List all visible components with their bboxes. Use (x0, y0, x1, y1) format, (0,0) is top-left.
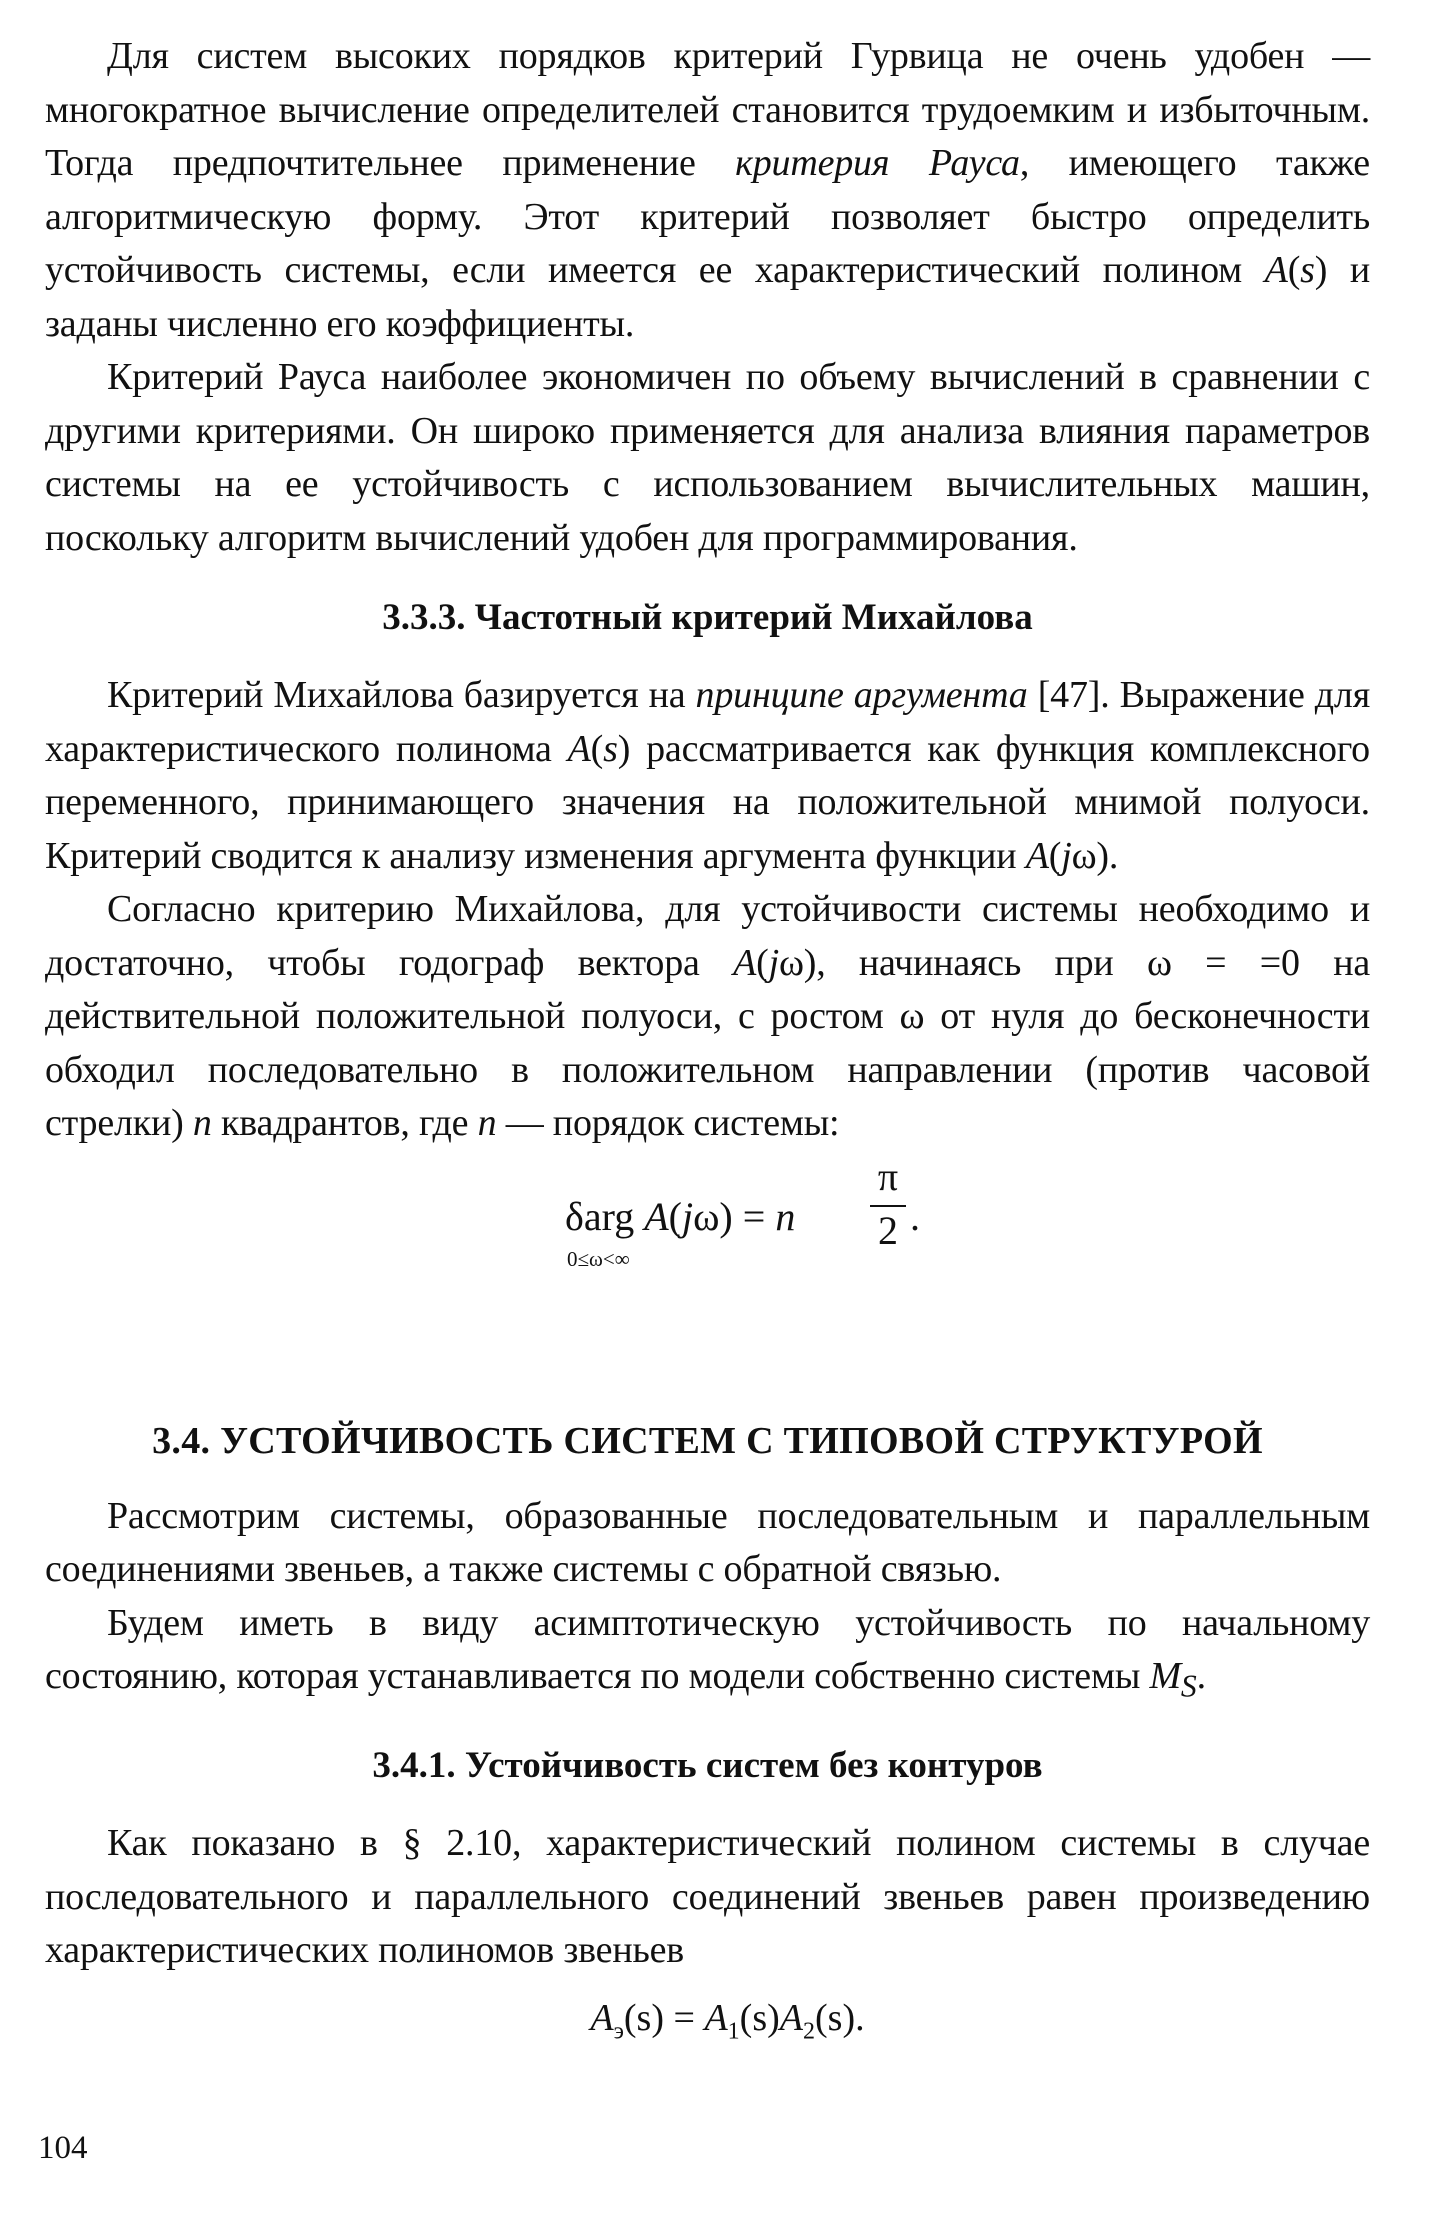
text-run: Согласно критерию Михайлова, для устойчивости системы необходимо и достаточно, чтобы годограф вектора (45, 888, 1370, 984)
formula-equals: = (742, 1193, 766, 1239)
formula-r2-sub: 2 (803, 2018, 815, 2045)
text-run: Критерий Рауса наиболее экономичен по объему вычислений в сравнении с другими критериями. Он широко применяется для анализа влияния параметров системы на ее устойчивость с использованием вычислительных машин, поскольку алгоритм вычислений удобен для программирования. (45, 356, 1370, 559)
formula-period: . (910, 1193, 920, 1239)
formula-period: . (855, 1996, 865, 2039)
text-run: S (1180, 1668, 1197, 1704)
formula-r2-var: A (779, 1996, 803, 2039)
text-run: Будем иметь в виду асимптотическую устойчивость по начальному состоянию, которая устанавливается по модели собственно системы (45, 1601, 1370, 1697)
text-run: Рассмотрим системы, образованные последовательным и параллельным соединениями звеньев, а также системы с обратной связью. (45, 1494, 1370, 1590)
text-run: n (477, 1102, 497, 1144)
text-run: A (567, 727, 591, 770)
text-run: квадрантов, где (211, 1102, 478, 1144)
text-run: [47]. Выражение для характеристического полинома (45, 674, 1370, 770)
text-run: критерия Рауса (735, 142, 1020, 184)
text-run: A (1025, 834, 1049, 877)
formula-denominator: 2 (878, 1207, 898, 1253)
formula-j: j (681, 1193, 694, 1239)
text-run: , имеющего также алгоритмическую форму. Этот критерий позволяет быстро определить устойчивость системы, если имеется ее характеристический полином (45, 142, 1370, 291)
text-run: принципе аргумента (695, 674, 1028, 716)
fraction-bar (870, 1205, 906, 1207)
text-run: ( (590, 727, 604, 770)
text-run: . (1196, 1655, 1206, 1697)
paragraph (45, 1597, 1370, 1714)
subsection-heading: 3.3.3. Частотный критерий Михайлова (382, 597, 1033, 638)
formula-r1-var: A (704, 1996, 728, 2039)
formula-function: A (644, 1193, 669, 1239)
formula-omega: ω (693, 1193, 720, 1239)
formula-equals: = (673, 1996, 695, 2039)
product-formula (45, 1996, 1370, 2046)
formula-numerator: π (877, 1153, 899, 1199)
formula-r1-sub: 1 (727, 2018, 740, 2045)
text-run: ( (756, 941, 769, 984)
paragraph (45, 1817, 1370, 1978)
text-run: ω). (1071, 834, 1119, 877)
formula-subscript: 0≤ω<∞ (567, 1246, 630, 1271)
formula-delta-arg: δarg (565, 1193, 635, 1239)
text-run: ( (1287, 249, 1301, 291)
paragraph (45, 883, 1370, 1151)
formula-paren-open: ( (668, 1193, 682, 1239)
formula-r1-arg: (s) (739, 1996, 780, 2039)
text-run: ( (1048, 834, 1062, 877)
paragraph (45, 669, 1370, 883)
text-run: Для систем высоких порядков критерий Гурвица не очень удобен — многократное вычисление определителей становится трудоемким и избыточным. Тогда предпочтительнее применение (45, 35, 1370, 184)
text-run: n (192, 1102, 212, 1144)
text-run: s (1300, 249, 1315, 291)
book-page (45, 30, 1370, 2045)
paragraph (45, 1490, 1370, 1597)
section-heading: 3.4. УСТОЙЧИВОСТЬ СИСТЕМ С ТИПОВОЙ СТРУКТУРОЙ (152, 1419, 1263, 1462)
formula-main (565, 1193, 795, 1240)
text-run: j (1061, 834, 1072, 877)
text-run: j (768, 941, 779, 984)
paragraph (45, 351, 1370, 565)
formula-n: n (775, 1193, 796, 1239)
formula-lhs-sub: э (613, 2018, 624, 2045)
text-run: M (1149, 1655, 1181, 1697)
text-run: A (733, 941, 757, 984)
formula-r2-arg: (s) (815, 1996, 856, 2039)
text-run: ) и заданы численно его коэффициенты. (45, 249, 1371, 345)
formula-lhs-arg: (s) (623, 1996, 665, 2039)
section-spacer (45, 1283, 1370, 1388)
formula-fraction (870, 1153, 906, 1253)
page-number: 104 (38, 2130, 88, 2166)
text-run: — порядок системы: (496, 1102, 840, 1144)
text-run: ω), начинаясь при ω = =0 на действительной положительной полуоси, с ростом ω от нуля до бесконечности обходил последовательно в положительном направлении (против часовой стрелки) (45, 941, 1370, 1144)
text-run: ) рассматривается как функция комплексного переменного, принимающего значения на положительной мнимой полуоси. Критерий сводится к анализу изменения аргумента функции (45, 727, 1370, 877)
text-run: s (603, 727, 618, 770)
formula-lhs-var: A (590, 1996, 614, 2039)
subsection-heading: 3.4.1. Устойчивость систем без контуров (372, 1745, 1043, 1787)
mikhailov-formula (45, 1153, 1370, 1283)
text-run: Критерий Михайлова базируется на (107, 674, 696, 716)
text-run: Как показано в § 2.10, характеристический полином системы в случае последовательного и параллельного соединений звеньев равен произведению характеристических полиномов звеньев (45, 1822, 1370, 1972)
formula-paren-close: ) (719, 1193, 733, 1239)
text-run: A (1264, 249, 1288, 291)
paragraph (45, 30, 1370, 351)
